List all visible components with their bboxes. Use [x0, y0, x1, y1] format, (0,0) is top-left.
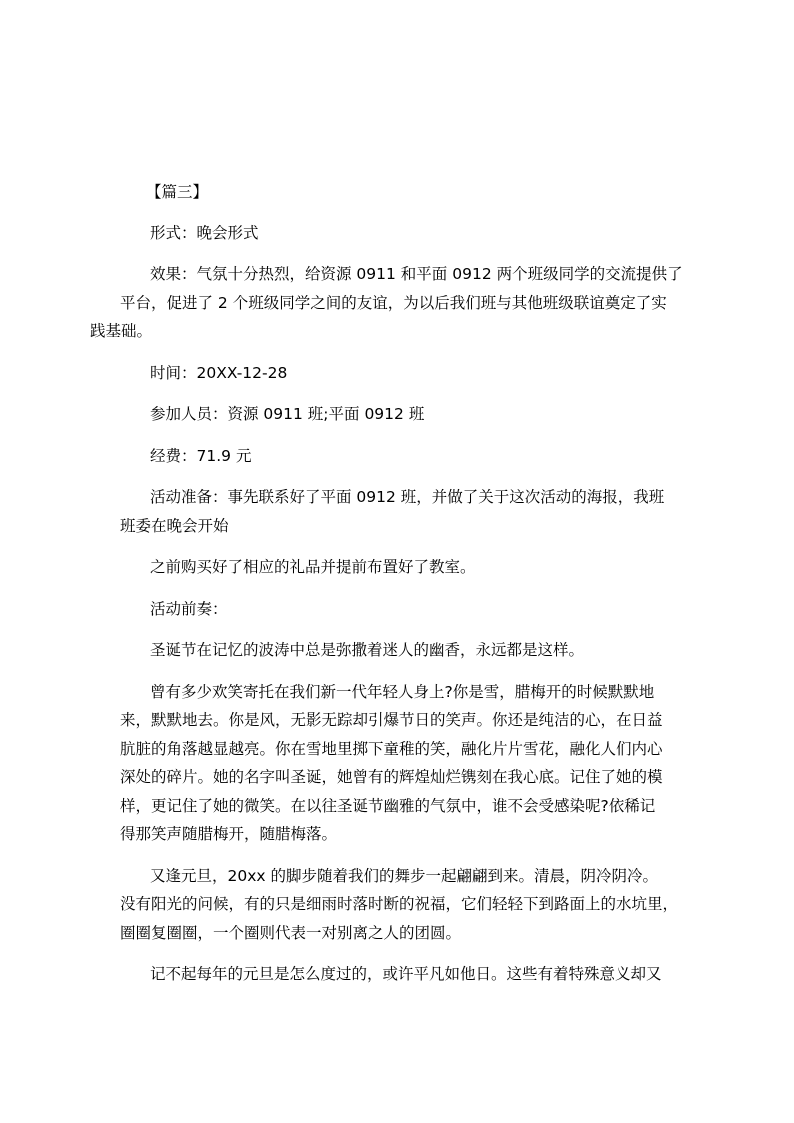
paragraph-line: 肮脏的角落越显越亮。你在雪地里掷下童稚的笑，融化片片雪花，融化人们内心: [120, 739, 663, 758]
paragraph-line: 圈圈复圈圈，一个圈则代表一对别离之人的团圆。: [120, 923, 462, 942]
paragraph-line: 记不起每年的元旦是怎么度过的，或许平凡如他日。这些有着特殊意义却又: [150, 965, 662, 983]
paragraph-time: [120, 359, 680, 388]
paragraph-line: 来，默默地去。你是风，无影无踪却引爆节日的笑声。你还是纯洁的心，在日益: [120, 711, 663, 729]
paragraph-line: 没有阳光的问候，有的只是细雨时落时断的祝福，它们轻轻下到路面上的水坑里，: [120, 895, 679, 913]
paragraph-participants: [120, 400, 680, 429]
section-heading-text: 【篇三】: [146, 183, 209, 201]
paragraph-new-year: [120, 862, 680, 948]
paragraph-prelude: [120, 595, 680, 624]
paragraph-line: 班委在晚会开始: [120, 516, 229, 535]
paragraph-line: 参加人员：资源 0911 班;平面 0912 班: [150, 405, 425, 423]
paragraph-line: 活动前奏：: [150, 599, 228, 618]
paragraph-line: 践基础。: [90, 322, 153, 340]
paragraph-budget: [120, 442, 680, 471]
paragraph-christmas-intro: [120, 636, 680, 665]
paragraph-line: 平台，促进了 2 个班级同学之间的友谊，为以后我们班与其他班级联谊奠定了实: [120, 293, 667, 312]
paragraph-new-year-reflection: [120, 960, 680, 989]
paragraph-line: 时间：20XX-12-28: [150, 363, 288, 382]
paragraph-christmas-memory: [120, 678, 680, 849]
paragraph-line: 活动准备：事先联系好了平面 0912 班，并做了关于这次活动的海报，我班: [150, 488, 665, 506]
paragraph-line: 经费：71.9 元: [150, 446, 252, 465]
paragraph-preparation: [120, 483, 680, 540]
paragraph-line: 形式：晚会形式: [150, 223, 259, 242]
paragraph-line: 曾有多少欢笑寄托在我们新一代年轻人身上?你是雪，腊梅开的时候默默地: [150, 682, 655, 701]
section-heading: [146, 178, 680, 207]
paragraph-format: [120, 219, 680, 248]
document-body: [90, 178, 683, 1002]
paragraph-preparation-cont: [120, 553, 680, 582]
paragraph-effect: [90, 260, 683, 346]
paragraph-line: 深处的碎片。她的名字叫圣诞，她曾有的辉煌灿烂镌刻在我心底。记住了她的模: [120, 768, 663, 786]
paragraph-line: 之前购买好了相应的礼品并提前布置好了教室。: [150, 558, 476, 576]
paragraph-line: 样，更记住了她的微笑。在以往圣诞节幽雅的气氛中，谁不会受感染呢?依稀记: [120, 796, 656, 815]
paragraph-line: 效果：气氛十分热烈，给资源 0911 和平面 0912 两个班级同学的交流提供了: [150, 265, 683, 283]
paragraph-line: 圣诞节在记忆的波涛中总是弥撒着迷人的幽香，永远都是这样。: [150, 641, 585, 659]
paragraph-line: 又逢元旦，20xx 的脚步随着我们的舞步一起翩翩到来。清晨，阴冷阴冷。: [150, 866, 658, 885]
paragraph-line: 得那笑声随腊梅开，随腊梅落。: [120, 825, 338, 843]
